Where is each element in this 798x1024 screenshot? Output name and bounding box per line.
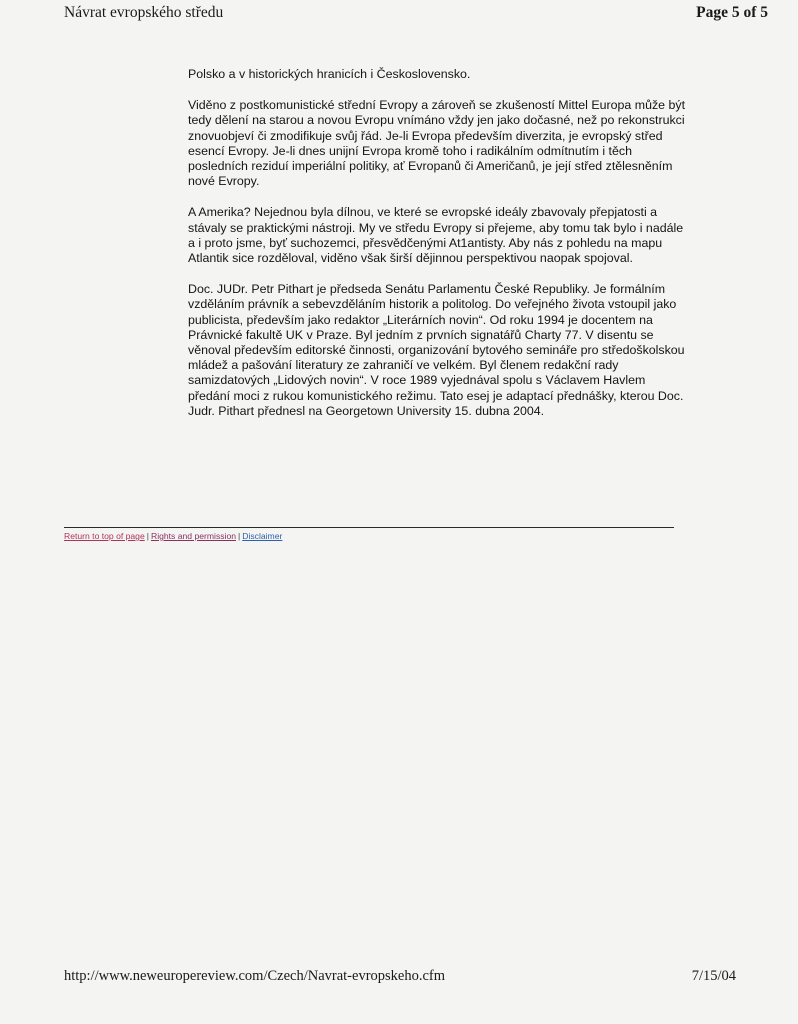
- author-bio-paragraph: Doc. JUDr. Petr Pithart je předseda Senátu Parlamentu České Republiky. Je formálním vzděláním právník a sebevzděláním historik a politolog. Do veřejného života vstoupil jako publicista, především jako redaktor „Literárních novin“. Od roku 1994 je docentem na Právnické fakultě UK v Praze. Byl jedním z prvních signatářů Charty 77. V disentu se věnoval především editorské činnosti, organizování bytového semináře pro středoškolskou mládež a pašování literatury ze zahraničí ve velkém. Byl členem redakční rady samizdatových „Lidových novin“. V roce 1989 vyjednával spolu s Václavem Havlem předání moci z rukou komunistického režimu. Tato esej je adaptací přednášky, kterou Doc. Judr. Pithart přednesl na Georgetown University 15. dubna 2004.: [188, 282, 685, 418]
- print-footer-date: 7/15/04: [691, 968, 736, 984]
- link-separator: |: [238, 531, 241, 541]
- article-paragraph-1: Polsko a v historických hranicích i Československo.: [188, 67, 471, 81]
- disclaimer-link[interactable]: Disclaimer: [242, 531, 283, 541]
- print-footer-url: http://www.neweuropereview.com/Czech/Navrat-evropskeho.cfm: [64, 968, 446, 984]
- article-body: [188, 67, 688, 435]
- return-to-top-link[interactable]: Return to top of page: [64, 531, 145, 541]
- article-paragraph-2: Viděno z postkomunistické střední Evropy a zároveň se zkušeností Mittel Europa může být tedy dělení na starou a novou Evropu vnímáno vždy jen jako dočasné, než po rekonstrukci znovuobjeví či zmodifikuje svůj řád. Je-li Evropa především diverzita, je evropský střed esencí Evropy. Je-li dnes unijní Evropa kromě toho i radikálním odmítnutím i těch posledních reziduí imperiální politiky, ať Evropanů či Američanů, je její střed ztělesněním nové Evropy.: [188, 98, 686, 189]
- article-paragraph-3: A Amerika? Nejednou byla dílnou, ve které se evropské ideály zbavovaly přepjatosti a stávaly se praktickými nástroji. My ve středu Evropy si přejeme, aby tomu tak bylo i nadále a i proto jsme, byť suchozemci, přesvědčenými At1antisty. Aby nás z pohledu na mapu Atlantik sice rozděloval, viděno však širší dějinnou perspektivou naopak spojoval.: [188, 205, 684, 266]
- page-number: Page 5 of 5: [696, 4, 768, 21]
- link-separator: |: [146, 531, 149, 541]
- page-header-title: Návrat evropského středu: [64, 4, 224, 21]
- rights-and-permission-link[interactable]: Rights and permission: [150, 531, 237, 541]
- footer-links: [64, 531, 282, 541]
- footer-divider: [64, 527, 674, 528]
